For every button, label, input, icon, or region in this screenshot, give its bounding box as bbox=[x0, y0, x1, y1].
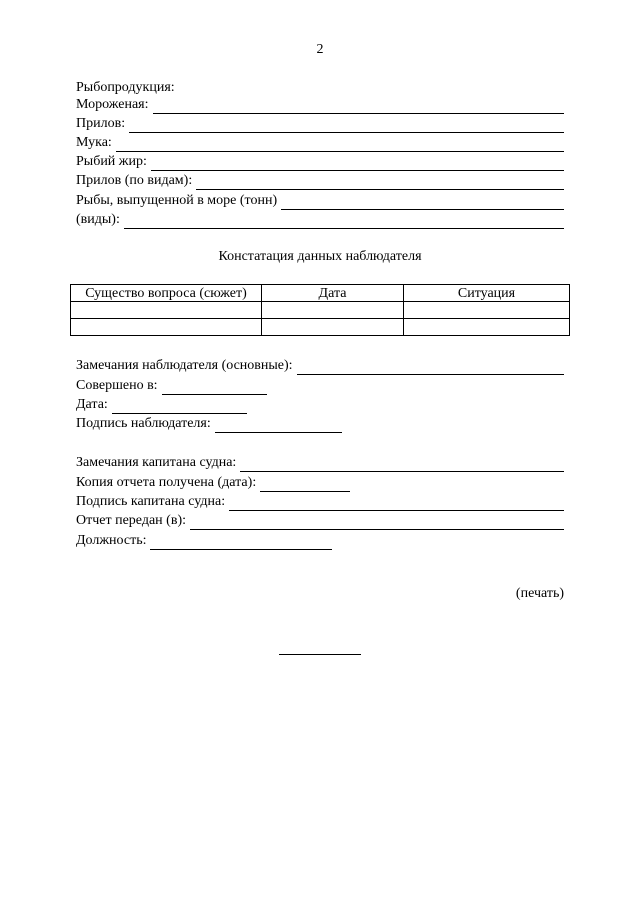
fish-products-title: Рыбопродукция: bbox=[76, 80, 175, 95]
bycatch-label: Прилов: bbox=[76, 116, 126, 131]
bycatch-field[interactable] bbox=[76, 115, 564, 133]
released-fish-label: Рыбы, выпущенной в море (тонн) bbox=[76, 193, 278, 208]
bycatch-species-label: Прилов (по видам): bbox=[76, 173, 193, 188]
captain-signature-line[interactable] bbox=[229, 497, 564, 511]
table-cell[interactable] bbox=[71, 302, 262, 319]
date-line[interactable] bbox=[112, 400, 247, 414]
page-number: 2 bbox=[316, 42, 324, 57]
date-field[interactable] bbox=[76, 396, 564, 414]
captain-signature-label: Подпись капитана судна: bbox=[76, 494, 226, 509]
captain-remarks-field[interactable] bbox=[76, 454, 564, 472]
species-line[interactable] bbox=[124, 215, 564, 229]
observer-table-title: Констатация данных наблюдателя bbox=[218, 249, 422, 264]
frozen-line[interactable] bbox=[153, 100, 565, 114]
table-cell[interactable] bbox=[71, 319, 262, 336]
frozen-field[interactable] bbox=[76, 96, 564, 114]
observer-remarks-line[interactable] bbox=[297, 361, 564, 375]
observer-remarks-field[interactable] bbox=[76, 357, 564, 375]
captain-remarks-label: Замечания капитана судна: bbox=[76, 455, 237, 470]
species-field[interactable] bbox=[76, 211, 564, 229]
captain-remarks-line[interactable] bbox=[240, 458, 564, 472]
copy-received-line[interactable] bbox=[260, 478, 350, 492]
observer-signature-label: Подпись наблюдателя: bbox=[76, 416, 211, 431]
done-at-label: Совершено в: bbox=[76, 378, 158, 393]
observer-signature-field[interactable] bbox=[76, 415, 564, 433]
stamp-label: (печать) bbox=[515, 586, 564, 601]
fish-oil-label: Рыбий жир: bbox=[76, 154, 147, 169]
table-cell[interactable] bbox=[404, 302, 570, 319]
observer-table bbox=[70, 284, 570, 336]
flour-field[interactable] bbox=[76, 134, 564, 152]
report-passed-line[interactable] bbox=[190, 516, 564, 530]
position-line[interactable] bbox=[150, 536, 332, 550]
table-header-row bbox=[71, 285, 570, 302]
position-field[interactable] bbox=[76, 532, 564, 550]
table-row bbox=[71, 319, 570, 336]
col-date-header: Дата bbox=[262, 285, 404, 302]
bycatch-species-line[interactable] bbox=[196, 176, 564, 190]
position-label: Должность: bbox=[76, 533, 147, 548]
table-cell[interactable] bbox=[262, 319, 404, 336]
table-cell[interactable] bbox=[404, 319, 570, 336]
table-cell[interactable] bbox=[262, 302, 404, 319]
flour-label: Мука: bbox=[76, 135, 112, 150]
date-label: Дата: bbox=[76, 397, 108, 412]
bycatch-line[interactable] bbox=[129, 119, 564, 133]
done-at-line[interactable] bbox=[162, 381, 267, 395]
observer-signature-line[interactable] bbox=[215, 419, 342, 433]
bycatch-species-field[interactable] bbox=[76, 172, 564, 190]
report-passed-field[interactable] bbox=[76, 512, 564, 530]
fish-oil-line[interactable] bbox=[151, 157, 564, 171]
frozen-label: Мороженая: bbox=[76, 97, 149, 112]
table-row bbox=[71, 302, 570, 319]
fish-oil-field[interactable] bbox=[76, 153, 564, 171]
done-at-field[interactable] bbox=[76, 377, 564, 395]
released-fish-field[interactable] bbox=[76, 192, 564, 210]
col-subject-header: Существо вопроса (сюжет) bbox=[71, 285, 262, 302]
captain-signature-field[interactable] bbox=[76, 493, 564, 511]
col-situation-header: Ситуация bbox=[404, 285, 570, 302]
released-fish-line[interactable] bbox=[281, 196, 564, 210]
flour-line[interactable] bbox=[116, 138, 564, 152]
copy-received-field[interactable] bbox=[76, 474, 564, 492]
end-divider bbox=[279, 654, 361, 655]
report-passed-label: Отчет передан (в): bbox=[76, 513, 186, 528]
observer-remarks-label: Замечания наблюдателя (основные): bbox=[76, 358, 293, 373]
species-label: (виды): bbox=[76, 212, 120, 227]
copy-received-label: Копия отчета получена (дата): bbox=[76, 475, 257, 490]
